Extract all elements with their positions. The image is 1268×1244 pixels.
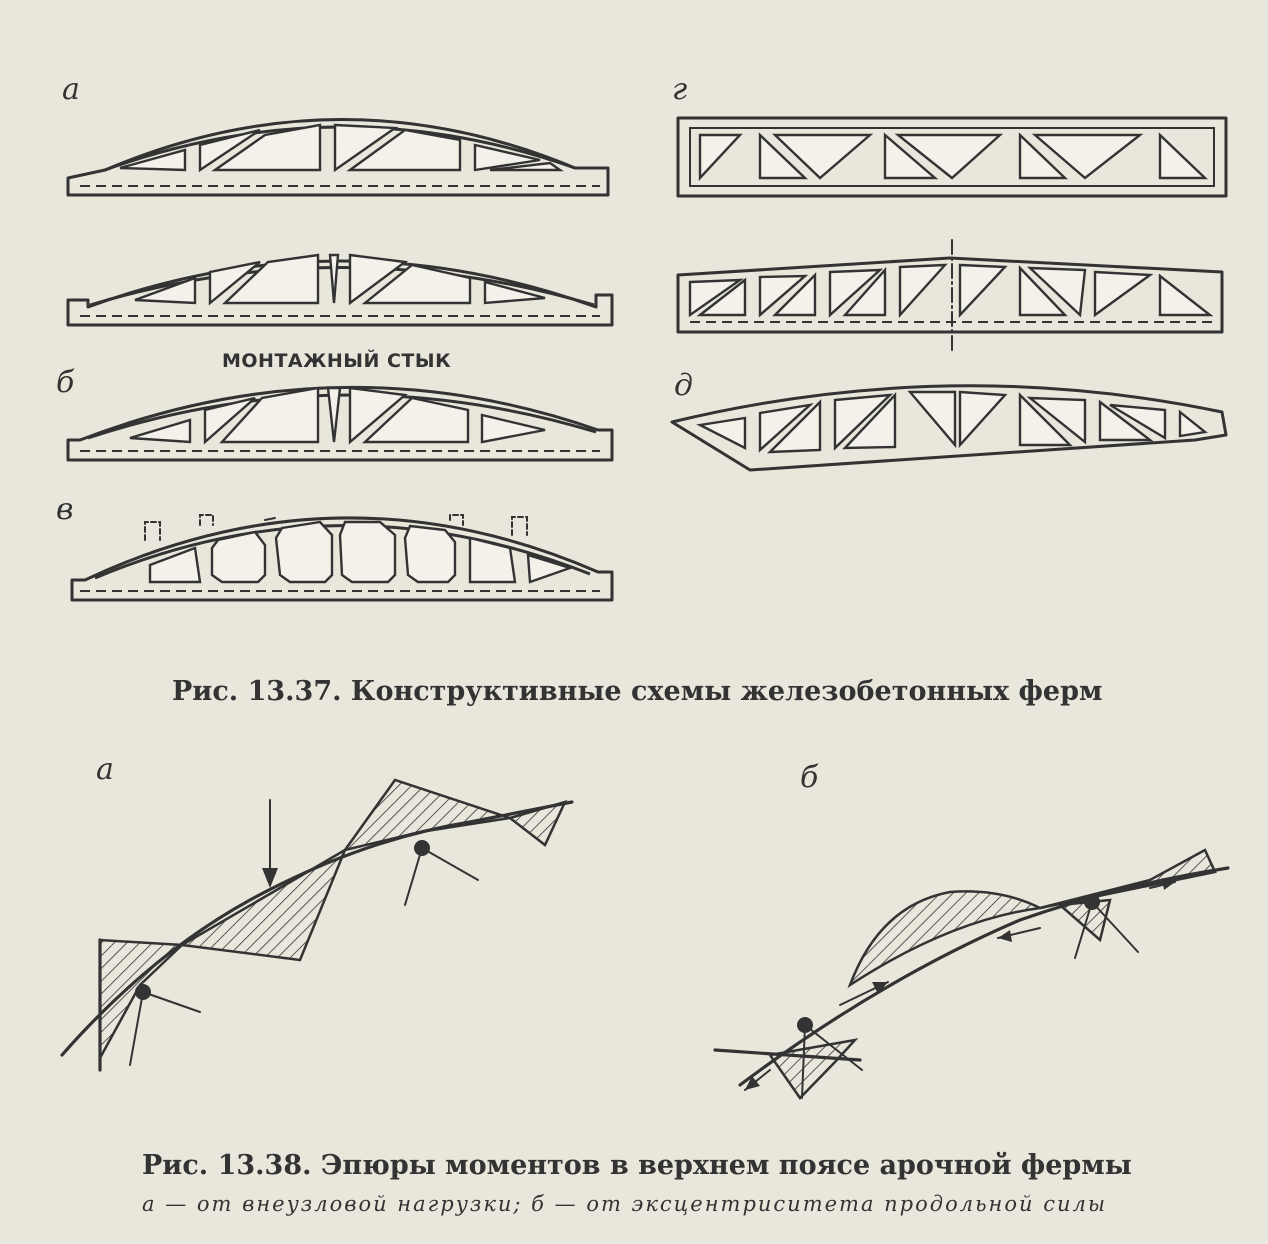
joint-label: МОНТАЖНЫЙ СТЫК [222, 350, 452, 372]
moment-diagram-b [715, 850, 1228, 1098]
label-b: б [56, 365, 75, 400]
label-moment-b: б [800, 760, 819, 795]
label-d: д [674, 368, 694, 403]
label-moment-a: а [96, 752, 114, 787]
moment-diagram-a [62, 780, 572, 1070]
label-g: г [672, 72, 688, 107]
figure-13-37-caption: Рис. 13.37. Конструктивные схемы железобетонных ферм [172, 676, 1103, 707]
label-v: в [56, 492, 74, 527]
label-a: а [62, 72, 80, 107]
figure-13-38-caption: Рис. 13.38. Эпюры моментов в верхнем поясе арочной фермы [142, 1150, 1132, 1181]
figure-13-38-subcaption: а — от внеузловой нагрузки; б — от эксцентриситета продольной силы [142, 1192, 1107, 1216]
